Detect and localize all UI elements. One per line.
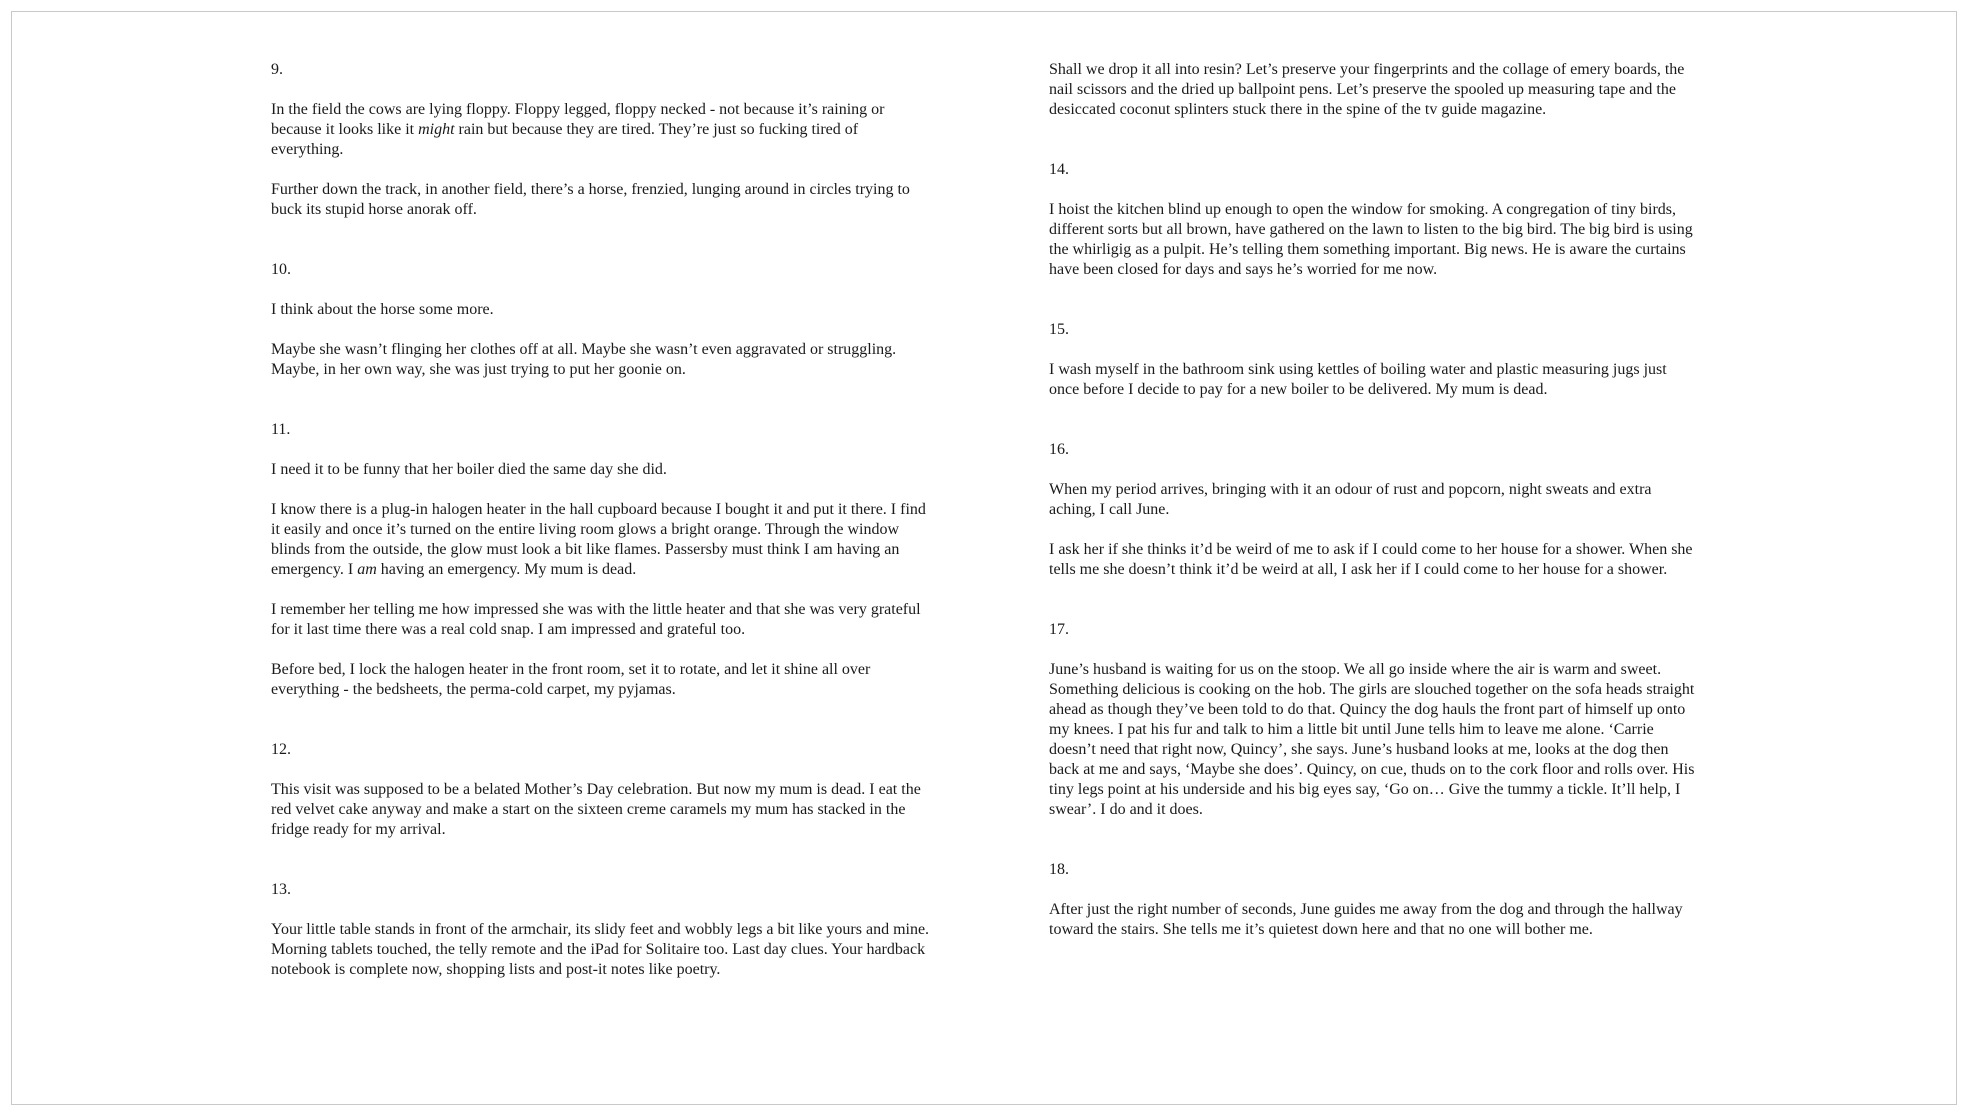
right-column-sections xyxy=(1049,160,1699,940)
text-run: I hoist the kitchen blind up enough to open the window for smoking. A congregation of tiny birds, different sorts but all brown, have gathered on the lawn to listen to the big bird. The big bird is using the whirligig as a pulpit. He’s telling them something important. Big news. He is aware the curtains have been closed for days and says he’s worried for me now. xyxy=(1049,201,1693,278)
paragraph xyxy=(1049,540,1699,580)
section-12 xyxy=(271,740,933,840)
paragraph xyxy=(271,920,933,980)
paragraph xyxy=(1049,900,1699,940)
paragraph xyxy=(1049,660,1699,820)
text-run: having an emergency. My mum is dead. xyxy=(376,561,637,578)
section-number: 10. xyxy=(271,261,291,278)
paragraph xyxy=(271,660,933,700)
text-run: I know there is a plug-in halogen heater in the hall cupboard because I bought it and put it there. I find it easily and once it’s turned on the entire living room glows a bright orange. Through the window blinds from the outside, the glow must look a bit like flames. Passersby must think I am having an emergency. I xyxy=(271,501,926,578)
section-16 xyxy=(1049,440,1699,580)
text-run: rain but because they are tired. They’re just so fucking tired of everything. xyxy=(271,121,859,158)
paragraph xyxy=(271,500,933,580)
section-10 xyxy=(271,260,933,380)
paragraph xyxy=(271,180,933,220)
section-17 xyxy=(1049,620,1699,820)
section-15 xyxy=(1049,320,1699,400)
text-run: After just the right number of seconds, June guides me away from the dog and through the hallway toward the stairs. She tells me it’s quietest down here and that no one will bother me. xyxy=(1049,901,1683,938)
right-column xyxy=(1049,60,1699,980)
section-number: 14. xyxy=(1049,161,1069,178)
paragraph xyxy=(271,340,933,380)
section-number: 11. xyxy=(271,421,291,438)
section-11 xyxy=(271,420,933,700)
section-number: 15. xyxy=(1049,321,1069,338)
text-run: In the field the cows are lying floppy. Floppy legged, floppy necked - not because it’s raining or because it looks like it xyxy=(271,101,885,138)
text-run: When my period arrives, bringing with it an odour of rust and popcorn, night sweats and extra aching, I call June. xyxy=(1049,481,1652,518)
text-run: I need it to be funny that her boiler died the same day she did. xyxy=(271,461,667,478)
section-number: 18. xyxy=(1049,861,1069,878)
emphasis-text: am xyxy=(357,561,377,578)
text-run: Before bed, I lock the halogen heater in the front room, set it to rotate, and let it shine all over everything - the bedsheets, the perma-cold carpet, my pyjamas. xyxy=(271,661,871,698)
section-number: 12. xyxy=(271,741,291,758)
lead-paragraph: Shall we drop it all into resin? Let’s preserve your fingerprints and the collage of emery boards, the nail scissors and the dried up ballpoint pens. Let’s preserve the spooled up measuring tape and the desiccated coconut splinters stuck there in the spine of the tv guide magazine. xyxy=(1049,61,1685,118)
section-14 xyxy=(1049,160,1699,280)
text-run: Your little table stands in front of the armchair, its slidy feet and wobbly legs a bit like yours and mine. Morning tablets touched, the telly remote and the iPad for Solitaire too. Last day clues. Your hardback notebook is complete now, shopping lists and post-it notes like poetry. xyxy=(271,921,930,978)
paragraph xyxy=(271,600,933,640)
paragraph xyxy=(1049,360,1699,400)
text-run: June’s husband is waiting for us on the stoop. We all go inside where the air is warm and sweet. Something delicious is cooking on the hob. The girls are slouched together on the sofa heads straight ahead as though they’ve been told to do that. Quincy the dog hauls the front part of himself up onto my knees. I pat his fur and talk to him a little bit until June tells him to leave me alone. ‘Carrie doesn’t need that right now, Quincy’, she says. June’s husband looks at me, looks at the dog then back at me and says, ‘Maybe she does’. Quincy, on cue, thuds on to the cork floor and rolls over. His tiny legs point at his underside and his big eyes say, ‘Go on… Give the tummy a tickle. It’ll help, I swear’. I do and it does. xyxy=(1049,661,1695,818)
section-number: 13. xyxy=(271,881,291,898)
paragraph xyxy=(1049,480,1699,520)
section-number: 17. xyxy=(1049,621,1069,638)
paragraph xyxy=(271,780,933,840)
text-run: This visit was supposed to be a belated Mother’s Day celebration. But now my mum is dead. I eat the red velvet cake anyway and make a start on the sixteen creme caramels my mum has stacked in the fridge ready for my arrival. xyxy=(271,781,921,838)
section-number: 9. xyxy=(271,61,283,78)
section-number: 16. xyxy=(1049,441,1069,458)
paragraph xyxy=(1049,200,1699,280)
section-13 xyxy=(271,880,933,980)
paragraph xyxy=(271,100,933,160)
paragraph xyxy=(271,300,933,320)
text-run: I wash myself in the bathroom sink using kettles of boiling water and plastic measuring jugs just once before I decide to pay for a new boiler to be delivered. My mum is dead. xyxy=(1049,361,1667,398)
section-18 xyxy=(1049,860,1699,940)
text-run: I think about the horse some more. xyxy=(271,301,494,318)
paragraph xyxy=(271,460,933,480)
text-run: I remember her telling me how impressed she was with the little heater and that she was very grateful for it last time there was a real cold snap. I am impressed and grateful too. xyxy=(271,601,921,638)
text-run: Maybe she wasn’t flinging her clothes off at all. Maybe she wasn’t even aggravated or struggling. Maybe, in her own way, she was just trying to put her goonie on. xyxy=(271,341,897,378)
section-9 xyxy=(271,60,933,220)
text-run: Further down the track, in another field, there’s a horse, frenzied, lunging around in circles trying to buck its stupid horse anorak off. xyxy=(271,181,910,218)
left-column xyxy=(271,60,933,1020)
emphasis-text: might xyxy=(418,121,455,138)
text-run: I ask her if she thinks it’d be weird of me to ask if I could come to her house for a shower. When she tells me she doesn’t think it’d be weird at all, I ask her if I could come to her house for a shower. xyxy=(1049,541,1693,578)
